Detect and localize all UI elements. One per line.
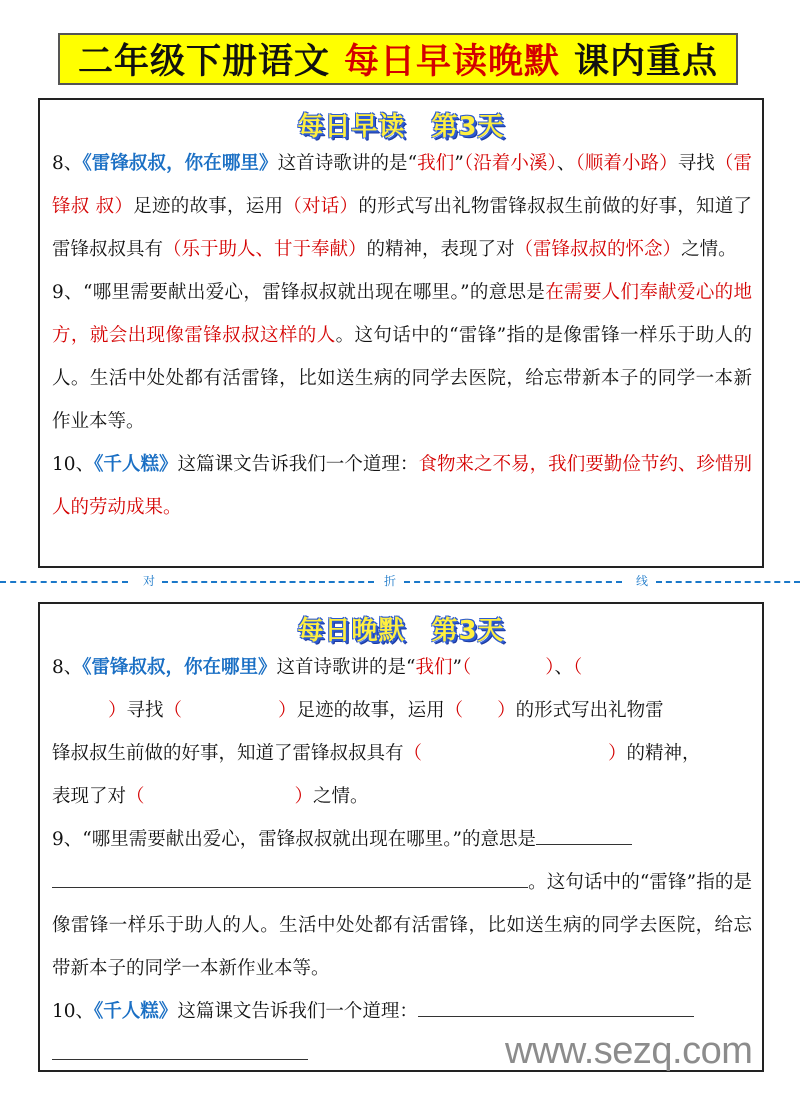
morning-panel-title xyxy=(40,106,762,142)
q8-answer-6: （雷锋叔叔的怀念） xyxy=(514,239,682,260)
q8-book-title: 《雷锋叔叔，你在哪里》 xyxy=(82,153,278,174)
blank-open: （ xyxy=(126,786,145,807)
banner-subtitle: 每日早读晚默 xyxy=(343,42,560,82)
fold-dash xyxy=(162,581,374,583)
fold-char: 线 xyxy=(636,574,649,588)
q8-text: ” xyxy=(454,153,464,174)
q8-text: 这首诗歌讲的是“ xyxy=(276,657,416,678)
evening-title-text: 每日晚默 xyxy=(297,616,406,646)
q8-number: 8、 xyxy=(52,153,83,174)
answer-line-10b[interactable] xyxy=(52,1037,308,1060)
blank-open: （ xyxy=(573,657,583,678)
banner-focus: 课内重点 xyxy=(574,42,719,82)
fold-line xyxy=(0,572,800,592)
blank-close: ） xyxy=(497,700,516,721)
morning-question-9 xyxy=(52,271,752,443)
q9-text: “哪里需要献出爱心，雷锋叔叔就出现在哪里。”的意思是 xyxy=(82,829,536,850)
q10-number: 10、 xyxy=(52,454,95,475)
q8-text: 足迹的故事，运用 xyxy=(296,700,445,721)
blank-open: （ xyxy=(403,743,423,764)
q9-text: 。这句话中的“雷锋”指的是像雷锋一样乐于助人的人。生活中处处都有活雷锋，比如送生病的同学去医院，给忘带新本子的同学一本新作业本等。 xyxy=(52,325,752,432)
banner-grade: 二年级下册语文 xyxy=(77,42,330,82)
blank-close: ） xyxy=(278,700,297,721)
q8-text: 的形式写出礼物雷锋叔叔生前做的好事，知道了雷锋叔叔具有 xyxy=(52,196,752,260)
blank-close: ） xyxy=(294,786,314,807)
morning-day-label: 第3天 xyxy=(431,112,505,142)
blank-close: ） xyxy=(608,743,627,764)
q10-number: 10、 xyxy=(52,1001,95,1022)
blank-open: （ xyxy=(163,700,183,721)
q8-answer-5: （乐于助人、甘于奉献） xyxy=(163,239,367,260)
q10-book-title: 《千人糕》 xyxy=(94,454,178,475)
q8-answer-we: 我们 xyxy=(415,657,453,678)
blank-close: ） xyxy=(545,657,555,678)
q8-text: 表现了对 xyxy=(52,786,127,807)
q8-text: 之情。 xyxy=(681,239,737,260)
fold-dash xyxy=(404,581,622,583)
q9-answer: 在需要人们奉献爱心的地方，就会出现像雷锋叔叔这样的人 xyxy=(52,282,752,346)
evening-panel-title xyxy=(40,610,762,646)
q8-text: 寻找 xyxy=(677,153,715,174)
blank-open: （ xyxy=(462,657,472,678)
evening-day-label: 第3天 xyxy=(431,616,505,646)
q8-answer-4: （对话） xyxy=(283,196,359,217)
q10-book-title: 《千人糕》 xyxy=(94,1001,178,1022)
q8-text: 足迹的故事，运用 xyxy=(133,196,284,217)
q8-answer-we: 我们 xyxy=(417,153,455,174)
fold-char: 折 xyxy=(384,574,397,588)
q8-text: 、 xyxy=(556,153,576,174)
fold-dash xyxy=(656,581,800,583)
q9-text: 。这句话中的“雷锋”指的是像雷锋一样乐于助人的人。生活中处处都有活雷锋，比如送生病的同学去医院，给忘带新本子的同学一本新作业本等。 xyxy=(52,872,752,979)
answer-line-9a[interactable] xyxy=(536,822,632,845)
q8-text: 的形式写出礼物雷 xyxy=(515,700,664,721)
answer-line-10a[interactable] xyxy=(418,994,694,1017)
q8-text: 锋叔叔生前做的好事，知道了雷锋叔叔具有 xyxy=(52,743,404,764)
evening-dictation-panel xyxy=(38,602,764,1072)
q9-number: 9、 xyxy=(52,829,83,850)
q10-text: 这篇课文告诉我们一个道理： xyxy=(177,1001,418,1022)
q8-book-title: 《雷锋叔叔，你在哪里》 xyxy=(82,657,277,678)
q8-text: 的精神，表现了对 xyxy=(366,239,515,260)
q8-number: 8、 xyxy=(52,657,83,678)
q8-text: 的精神， xyxy=(626,743,701,764)
evening-question-8 xyxy=(52,646,752,818)
evening-question-9 xyxy=(52,818,752,990)
q8-text: 这首诗歌讲的是“ xyxy=(277,153,418,174)
blank-close: ） xyxy=(108,700,127,721)
q9-number: 9、 xyxy=(52,282,83,303)
q8-answer-1: （沿着小溪） xyxy=(463,153,557,174)
q8-answer-2: （顺着小路） xyxy=(575,153,678,174)
page-banner xyxy=(58,33,738,85)
morning-reading-panel xyxy=(38,98,764,568)
q8-answer-3: （雷锋叔 叔） xyxy=(52,153,752,217)
q10-answer: 食物来之不易，我们要勤俭节约、珍惜别人的劳动成果。 xyxy=(52,454,752,518)
watermark: www.sezq.com xyxy=(505,1030,753,1072)
q8-text: 之情。 xyxy=(313,786,369,807)
q8-text: 寻找 xyxy=(126,700,164,721)
q10-text: 这篇课文告诉我们一个道理： xyxy=(177,454,419,475)
blank-open: （ xyxy=(444,700,464,721)
morning-question-8 xyxy=(52,142,752,271)
morning-question-10 xyxy=(52,443,752,529)
q8-text: ” xyxy=(452,657,462,678)
q9-text: “哪里需要献出爱心，雷锋叔叔就出现在哪里。”的意思是 xyxy=(82,282,546,303)
morning-title-text: 每日早读 xyxy=(297,112,406,142)
answer-line-9b[interactable] xyxy=(52,865,528,888)
fold-char: 对 xyxy=(143,574,156,588)
fold-dash xyxy=(0,581,128,583)
q8-text: 、 xyxy=(554,657,574,678)
